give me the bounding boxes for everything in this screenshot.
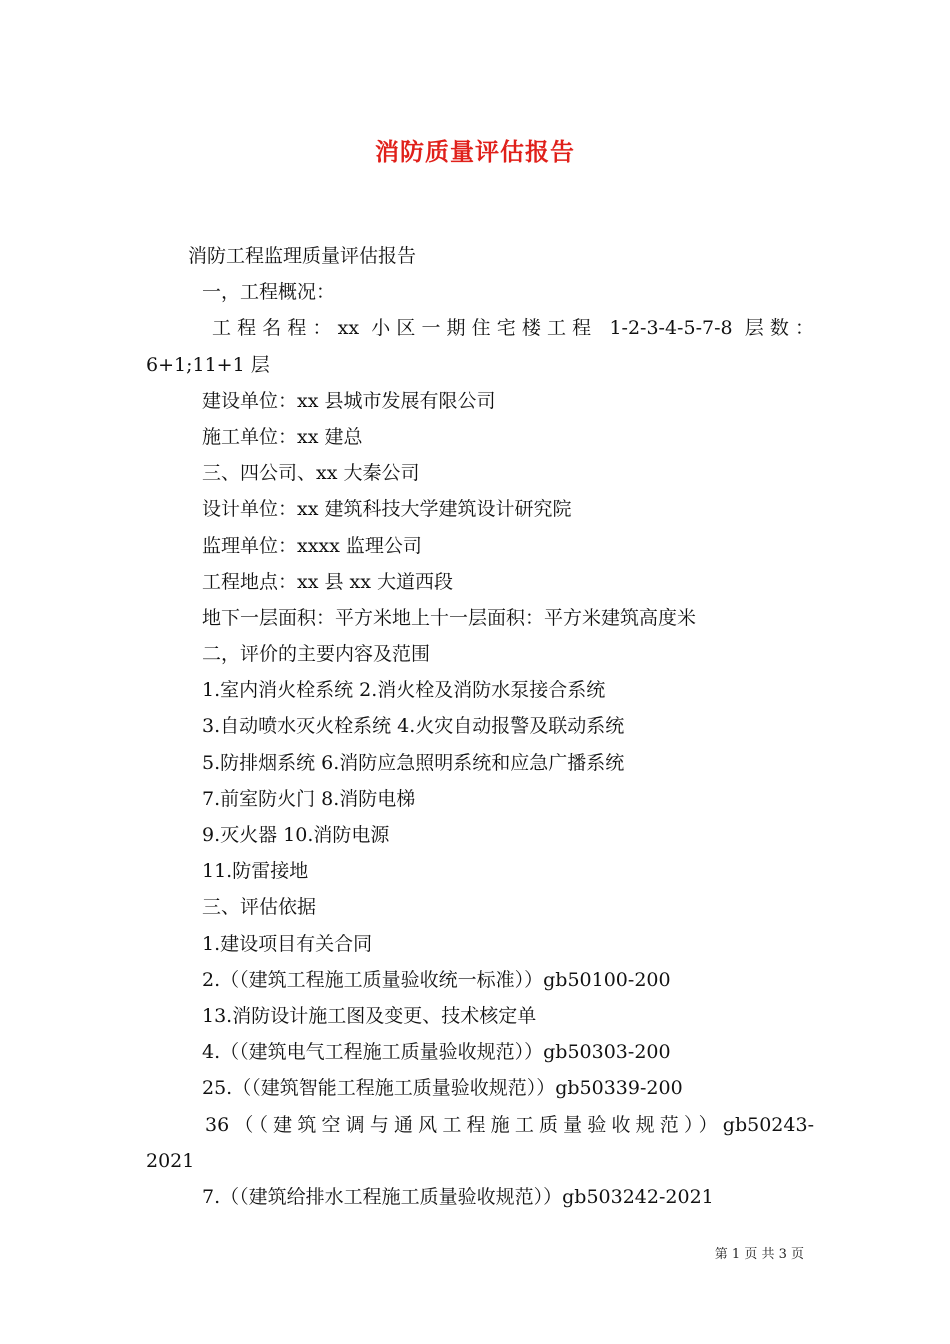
- body-line-contractor: 施工单位：xx 建总: [202, 425, 363, 448]
- document-body: [146, 238, 814, 1215]
- body-line-basis-7: 7.（（建筑给排水工程施工质量验收规范））gb503242-2021: [202, 1185, 714, 1208]
- body-line-section-3: 三、评估依据: [202, 896, 317, 919]
- body-line-scope-2: 3.自动喷水灭火栓系统 4.火灾自动报警及联动系统: [202, 715, 625, 738]
- body-line-floors: 6+1;11+1 层: [146, 353, 270, 376]
- body-line-contractor-cont: 三、四公司、xx 大秦公司: [202, 462, 420, 485]
- body-line-scope-3: 5.防排烟系统 6.消防应急照明系统和应急广播系统: [202, 751, 625, 774]
- page-number: 第 1 页 共 3 页: [714, 1247, 804, 1262]
- body-line-client: 建设单位：xx 县城市发展有限公司: [202, 389, 496, 412]
- body-line-basis-6: 36（（建筑空调与通风工程施工质量验收规范））gb50243-: [205, 1113, 814, 1136]
- body-line-location: 工程地点：xx 县 xx 大道西段: [202, 570, 453, 593]
- body-line-basis-1: 1.建设项目有关合同: [202, 932, 373, 955]
- body-line-basis-5: 25.（（建筑智能工程施工质量验收规范））gb50339-200: [202, 1077, 683, 1100]
- body-line-section-1: 一，工程概况：: [202, 281, 336, 304]
- body-line-project-name: 工程名程：xx 小区一期住宅楼工程 1-2-3-4-5-7-8 层数：: [212, 317, 814, 340]
- body-line-section-2: 二，评价的主要内容及范围: [202, 643, 431, 666]
- body-line-basis-4: 4.（（建筑电气工程施工质量验收规范））gb50303-200: [202, 1041, 671, 1064]
- body-line-scope-1: 1.室内消火栓系统 2.消火栓及消防水泵接合系统: [202, 679, 606, 702]
- body-line-basis-3: 13.消防设计施工图及变更、技术核定单: [202, 1004, 537, 1027]
- document-title: 消防质量评估报告: [375, 137, 575, 166]
- body-line-designer: 设计单位：xx 建筑科技大学建筑设计研究院: [202, 498, 572, 521]
- body-line-area: 地下一层面积：平方米地上十一层面积：平方米建筑高度米: [202, 606, 697, 629]
- body-line-scope-6: 11.防雷接地: [202, 860, 309, 883]
- body-line-subtitle: 消防工程监理质量评估报告: [188, 245, 417, 267]
- body-line-basis-6-cont: 2021: [146, 1149, 195, 1172]
- body-line-basis-2: 2.（（建筑工程施工质量验收统一标准））gb50100-200: [202, 968, 671, 991]
- body-line-supervisor: 监理单位：xxxx 监理公司: [202, 534, 422, 557]
- body-line-scope-5: 9.灭火器 10.消防电源: [202, 824, 390, 846]
- body-line-scope-4: 7.前室防火门 8.消防电梯: [202, 787, 416, 810]
